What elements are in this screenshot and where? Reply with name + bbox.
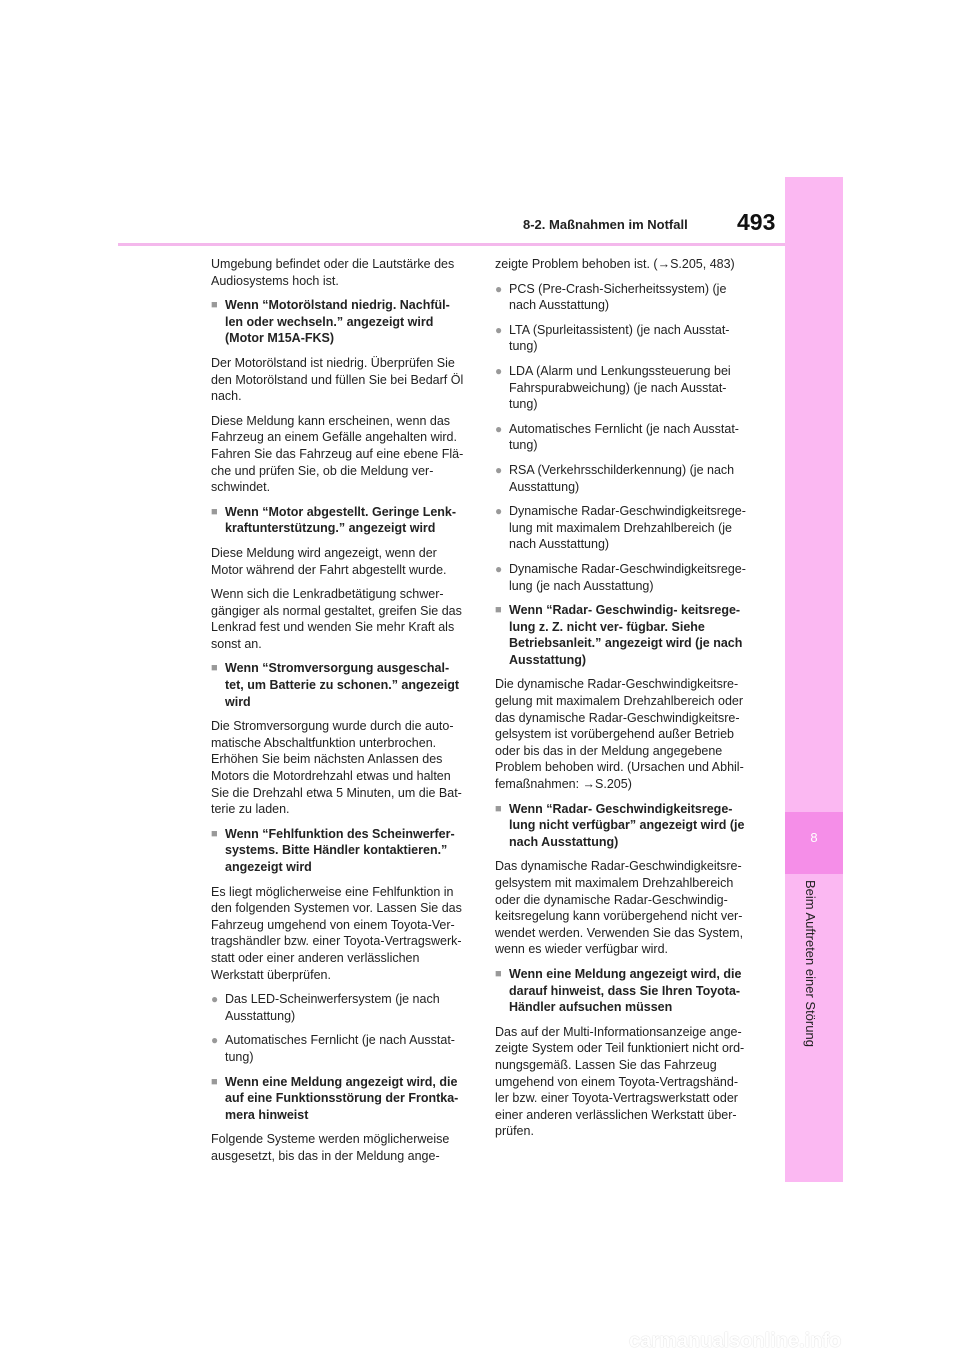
bullet-item: ● Automatisches Fernlicht (je nach Ausstat-tung) [211, 1032, 464, 1065]
paragraph: Wenn sich die Lenkradbetätigung schwer-gängiger als normal gestaltet, greifen Sie das Lenkrad fest und wenden Sie mehr Kraft als sonst an. [211, 587, 462, 651]
page-number: 493 [737, 209, 776, 235]
paragraph: Umgebung befindet oder die Lautstärke des Audiosystems hoch ist. [211, 257, 455, 288]
paragraph: Das auf der Multi-Informationsanzeige ange-zeigte System oder Teil funktioniert nicht ord-nungsgemäß. Lassen Sie das Fahrzeug umgehend von einem Toyota-Vertragshänd-ler bzw. einer Toyota-Vertragswerkstatt oder einer anderen verlässlichen Werkstatt über-prüfen. [495, 1024, 745, 1139]
paragraph: Das dynamische Radar-Geschwindigkeitsre-gelsystem mit maximalem Drehzahlbereich oder die dynamische Radar-Geschwindig-keitsregelung kann vorübergehend nicht ver-wendet werden. Verwenden Sie das System, wenn es wieder verfügbar wird. [495, 859, 744, 957]
right-column [495, 256, 748, 1148]
chapter-number: 8 [810, 830, 818, 845]
bullet-item: ● PCS (Pre-Crash-Sicherheitssystem) (je nach Ausstattung) [495, 281, 748, 314]
section-title: 8-2. Maßnahmen im Notfall [523, 217, 688, 232]
section-heading: ■ Wenn “Motor abgestellt. Geringe Lenk-kraftunterstützung.” angezeigt wird [211, 504, 464, 537]
bullet-item: ● Dynamische Radar-Geschwindigkeitsrege-lung mit maximalem Drehzahlbereich (je nach Ausstattung) [495, 503, 748, 553]
paragraph: Der Motorölstand ist niedrig. Überprüfen Sie den Motorölstand und füllen Sie bei Bedarf Öl nach. [211, 355, 464, 404]
paragraph: Diese Meldung kann erscheinen, wenn das Fahrzeug an einem Gefälle angehalten wird. Fahren Sie das Fahrzeug auf eine ebene Flä-che und prüfen Sie, ob die Meldung ver-schwindet. [211, 413, 464, 495]
section-heading: ■ Wenn eine Meldung angezeigt wird, die darauf hinweist, dass Sie Ihren Toyota-Händler aufsuchen müssen [495, 966, 748, 1016]
section-heading: ■ Wenn “Radar- Geschwindigkeitsrege-lung nicht verfügbar” angezeigt wird (je nach Ausstattung) [495, 801, 748, 851]
section-heading: ■ Wenn “Stromversorgung ausgeschal-tet, um Batterie zu schonen.” angezeigt wird [211, 660, 464, 710]
paragraph: Die dynamische Radar-Geschwindigkeitsre-gelung mit maximalem Drehzahlbereich oder das dynamische Radar-Geschwindigkeitsre-gelsystem ist vorübergehend außer Betrieb oder bis das in der Meldung angegebene Problem behoben wird. (Ursachen und Abhil-femaßnahmen: →S.205) [495, 677, 744, 792]
paragraph: Es liegt möglicherweise eine Fehlfunktion in den folgenden Systemen vor. Lassen Sie das Fahrzeug umgehend von einem Toyota-Ver-tragshändler bzw. einer Toyota-Vertragswerk-statt oder einer anderen verlässlichen Werkstatt überprüfen. [211, 884, 462, 982]
paragraph: zeigte Problem behoben ist. (→S.205, 483) [495, 257, 735, 271]
paragraph: Folgende Systeme werden möglicherweise ausgesetzt, bis das in der Meldung ange- [211, 1132, 450, 1163]
header-rule [118, 243, 842, 246]
bullet-item: ● Das LED-Scheinwerfersystem (je nach Ausstattung) [211, 991, 464, 1024]
bullet-item: ● LTA (Spurleitassistent) (je nach Ausstat-tung) [495, 322, 748, 355]
section-heading: ■ Wenn “Radar- Geschwindig- keitsrege-lung z. Z. nicht ver- fügbar. Siehe Betriebsanleit.” angezeigt wird (je nach Ausstattung) [495, 602, 748, 668]
bullet-item: ● RSA (Verkehrsschilderkennung) (je nach Ausstattung) [495, 462, 748, 495]
section-heading: ■ Wenn “Fehlfunktion des Scheinwerfer-systems. Bitte Händler kontaktieren.” angezeigt wird [211, 826, 464, 876]
watermark: carmanualsonline.info [629, 1330, 842, 1352]
bullet-item: ● LDA (Alarm und Lenkungssteuerung bei Fahrspurabweichung) (je nach Ausstat-tung) [495, 363, 748, 413]
section-heading: ■ Wenn eine Meldung angezeigt wird, die auf eine Funktionsstörung der Frontka-mera hinweist [211, 1074, 464, 1124]
chapter-title: Beim Auftreten einer Störung [803, 880, 818, 1047]
paragraph: Die Stromversorgung wurde durch die auto-matische Abschaltfunktion unterbrochen. Erhöhen Sie beim nächsten Anlassen des Motors die Motordrehzahl etwas und halten Sie die Drehzahl etwa 5 Minuten, um die Bat-terie zu laden. [211, 719, 462, 817]
paragraph: Diese Meldung wird angezeigt, wenn der Motor während der Fahrt abgestellt wurde. [211, 545, 447, 577]
bullet-item: ● Dynamische Radar-Geschwindigkeitsrege-lung (je nach Ausstattung) [495, 561, 748, 594]
bullet-item: ● Automatisches Fernlicht (je nach Ausstat-tung) [495, 421, 748, 454]
left-column [211, 256, 464, 1173]
section-heading: ■ Wenn “Motorölstand niedrig. Nachfül-len oder wechseln.” angezeigt wird (Motor M15A-FKS) [211, 297, 464, 347]
